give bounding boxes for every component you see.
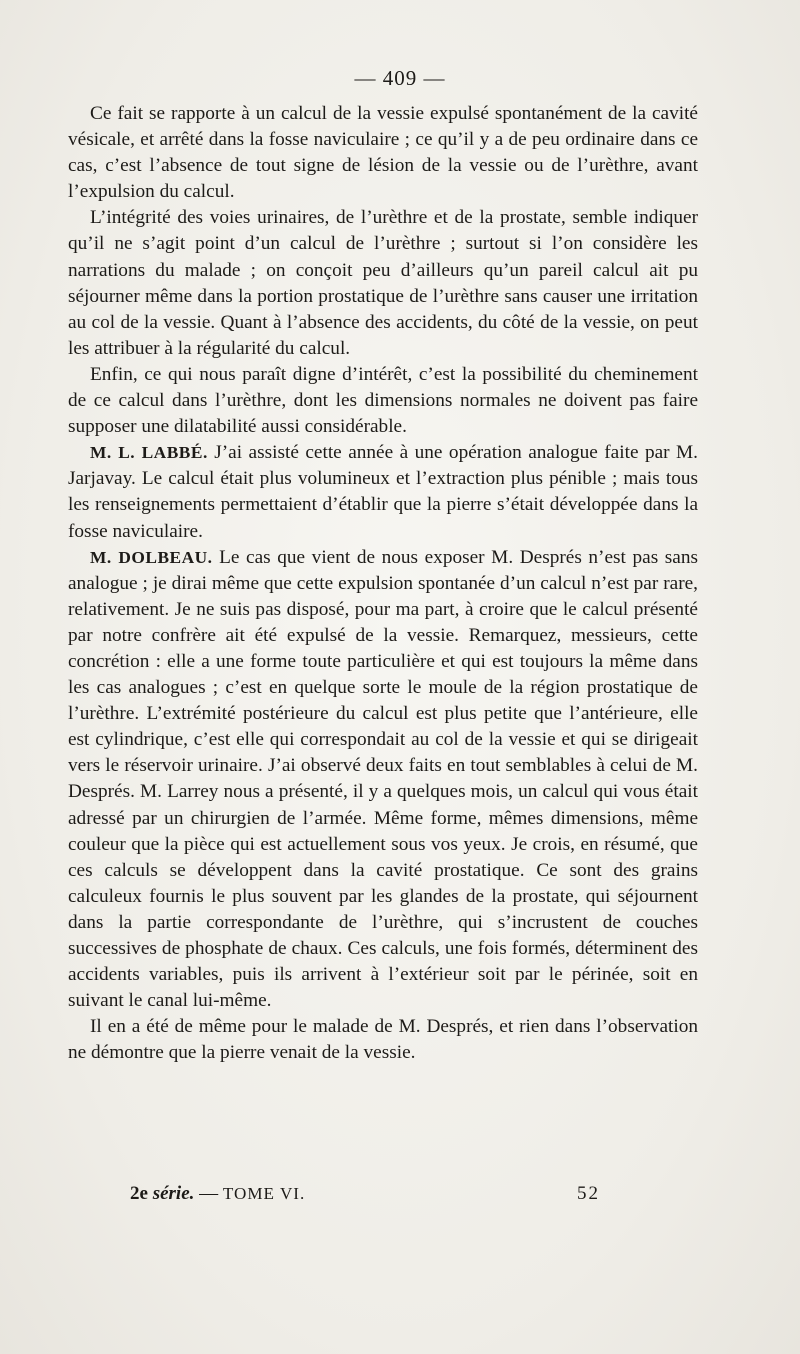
speaker-dolbeau: M. DOLBEAU. — [90, 547, 213, 567]
paragraph-4 — [68, 440, 698, 544]
paragraph-3 — [68, 362, 698, 440]
body-text — [68, 101, 698, 1066]
paragraph-3-text: Enfin, ce qui nous paraît digne d’intérêt, c’est la possibilité du cheminement de ce calcul dans l’urèthre, dont les dimensions normales ne doivent pas faire supposer une dilatabilité aussi considérable. — [68, 363, 698, 438]
paragraph-1 — [68, 101, 698, 205]
paragraph-6 — [68, 1014, 698, 1066]
paragraph-2-text: L’intégrité des voies urinaires, de l’urèthre et de la prostate, semble indiquer qu’il ne s’agit point d’un calcul de l’urèthre ; surtout si l’on considère les narrations du malade ; on conçoit peu d’ailleurs qu’un pareil calcul ait pu séjourner même dans la portion prostatique de l’urèthre sans causer une irritation au col de la vessie. Quant à l’absence des accidents, du côté de la vessie, on peut les attribuer à la régularité du calcul. — [68, 207, 698, 359]
paragraph-4-text: J’ai assisté cette année à une opération analogue faite par M. Jarjavay. Le calcul était plus volumineux et l’extraction plus pénible ; mais tous les renseignements permettaient d’établir que la pierre s’était développée dans la fosse naviculaire. — [68, 442, 699, 542]
paragraph-6-text: Il en a été de même pour le malade de M. Després, et rien dans l’observation ne démontre que la pierre venait de la vessie. — [68, 1016, 698, 1064]
footer-separator: — — [194, 1183, 223, 1204]
paragraph-5-text: Le cas que vient de nous exposer M. Després n’est pas sans analogue ; je dirai même que cette expulsion spontanée d’un calcul n’est par rare, relativement. Je ne suis pas disposé, pour ma part, à croire que le calcul présenté par notre confrère ait été expulsé de la vessie. Remarquez, messieurs, cette concrétion : elle a une forme toute particulière et qui est toujours la même dans les cas analogues ; c’est en quelque sorte le moule de la région prostatique de l’urèthre. L’extrémité postérieure du calcul est plus petite que l’antérieure, elle est cylindrique, c’est elle qui correspondait au col de la vessie et qui se dirigeait vers le réservoir urinaire. J’ai observé deux faits en tout semblables à celui de M. Després. M. Larrey nous a présenté, il y a quelques mois, un calcul qui vous était adressé par un chirurgien de l’armée. Même forme, mêmes dimensions, même couleur que la pièce qui est actuellement sous vos yeux. Je crois, en résumé, que ces calculs se développent dans la cavité prostatique. Ce sont des grains calculeux fournis le plus souvent par les glandes de la prostate, qui séjournent dans la partie correspondante de l’urèthre, qui s’incrustent de couches successives de phosphate de chaux. Ces calculs, une fois formés, déterminent des accidents variables, puis ils arrivent à l’extérieur soit par le périnée, soit en suivant le canal lui-même. — [68, 546, 698, 1012]
page-number: — 409 — — [354, 66, 446, 90]
footer-series — [130, 1183, 194, 1204]
paragraph-5 — [68, 545, 698, 1015]
signature-mark: 52 — [577, 1183, 600, 1204]
page-footer — [130, 1183, 600, 1205]
series-word: série. — [152, 1183, 195, 1204]
series-number: 2e — [130, 1183, 148, 1204]
footer-tome: TOME VI. — [222, 1184, 306, 1203]
speaker-labbe: M. L. LABBÉ. — [90, 443, 208, 463]
paragraph-2 — [68, 205, 698, 362]
paragraph-1-text: Ce fait se rapporte à un calcul de la vessie expulsé spontanément de la cavité vésicale, et arrêté dans la fosse naviculaire ; ce qu’il y a de peu ordinaire dans ce cas, c’est l’absence de tout signe de lésion de la vessie ou de l’urèthre, avant l’expulsion du calcul. — [68, 103, 698, 203]
